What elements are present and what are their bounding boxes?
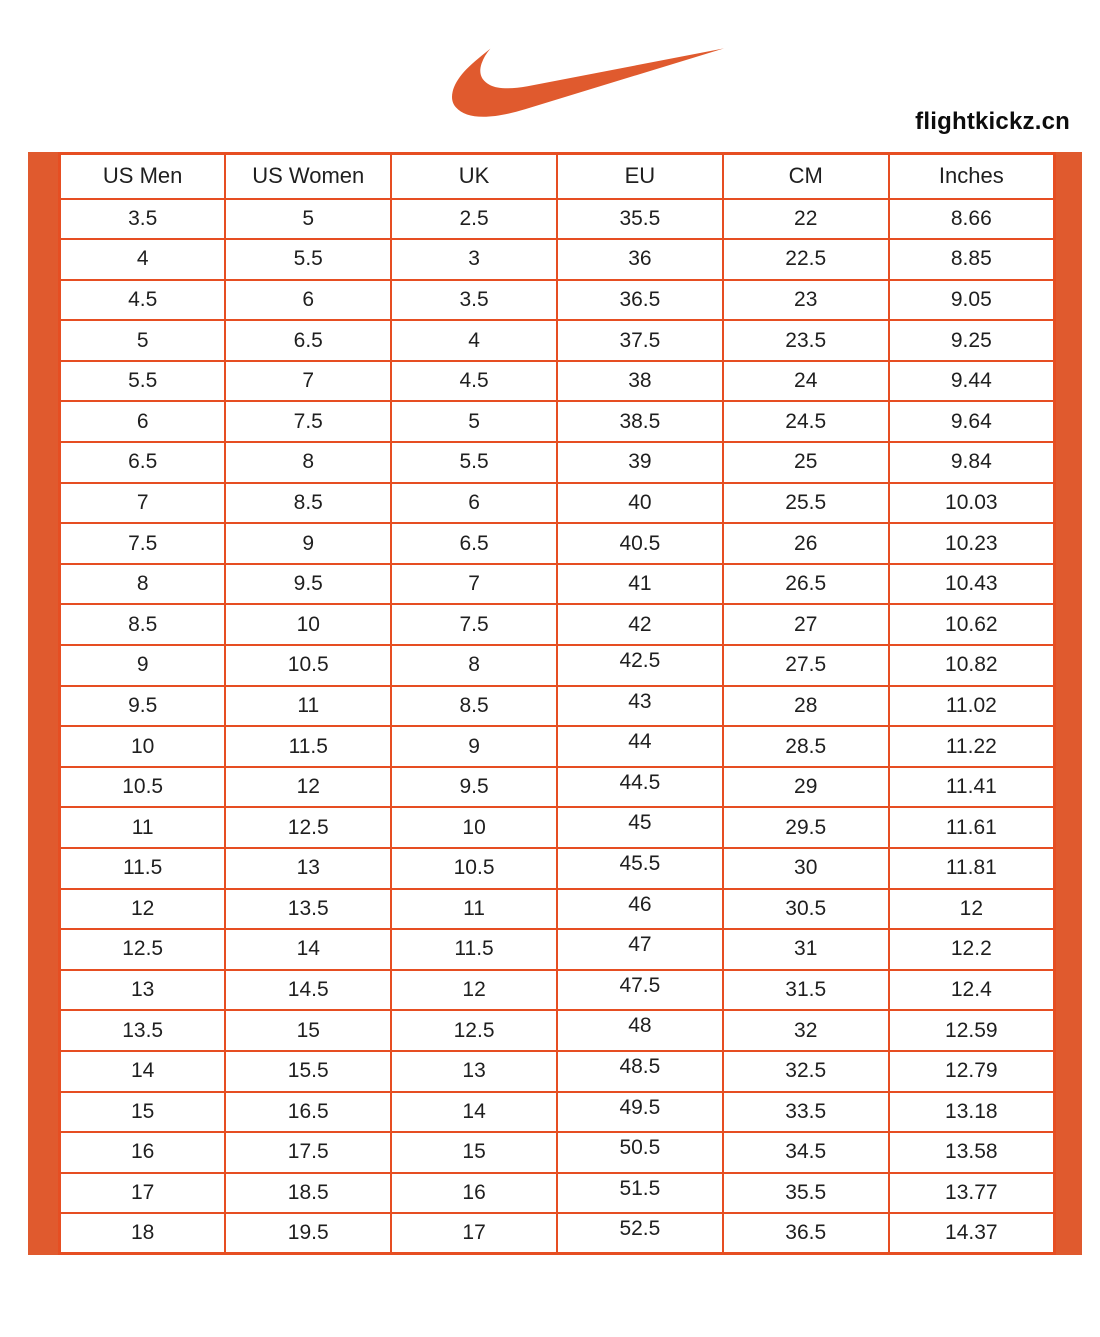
size-cell: 14.5	[225, 970, 391, 1011]
size-cell: 10.43	[889, 564, 1055, 605]
size-cell: 35.5	[723, 1173, 889, 1214]
size-cell: 11	[391, 889, 557, 930]
table-row	[60, 483, 1055, 524]
size-cell: 6.5	[60, 442, 226, 483]
size-cell: 26	[723, 523, 889, 564]
size-cell: 12.5	[225, 807, 391, 848]
size-cell: 10.82	[889, 645, 1055, 686]
size-cell: 12.59	[889, 1010, 1055, 1051]
table-row	[60, 1132, 1055, 1173]
table-row	[60, 401, 1055, 442]
size-cell: 11.5	[60, 848, 226, 889]
size-cell: 13.58	[889, 1132, 1055, 1173]
size-cell: 17.5	[225, 1132, 391, 1173]
table-row	[60, 604, 1055, 645]
size-cell: 5	[225, 199, 391, 240]
size-cell: 16	[391, 1173, 557, 1214]
size-cell: 37.5	[557, 320, 723, 361]
left-accent-bar	[28, 152, 58, 1255]
size-cell: 50.5	[557, 1132, 723, 1173]
size-cell: 14.37	[889, 1213, 1055, 1254]
size-cell: 11.02	[889, 686, 1055, 727]
size-cell: 29.5	[723, 807, 889, 848]
size-cell: 49.5	[557, 1092, 723, 1133]
size-cell: 10	[391, 807, 557, 848]
size-cell: 19.5	[225, 1213, 391, 1254]
size-cell: 13.18	[889, 1092, 1055, 1133]
size-cell: 6.5	[391, 523, 557, 564]
table-row	[60, 361, 1055, 402]
size-cell: 16	[60, 1132, 226, 1173]
size-cell: 6	[60, 401, 226, 442]
size-cell: 40.5	[557, 523, 723, 564]
size-cell: 13	[60, 970, 226, 1011]
size-cell: 16.5	[225, 1092, 391, 1133]
size-cell: 9.5	[60, 686, 226, 727]
size-cell: 48	[557, 1010, 723, 1051]
size-cell: 14	[60, 1051, 226, 1092]
size-cell: 13	[391, 1051, 557, 1092]
size-cell: 13.5	[225, 889, 391, 930]
size-cell: 7	[391, 564, 557, 605]
size-cell: 42	[557, 604, 723, 645]
size-cell: 5.5	[225, 239, 391, 280]
nike-swoosh-icon	[452, 48, 724, 116]
size-cell: 11.5	[391, 929, 557, 970]
size-cell: 38	[557, 361, 723, 402]
size-cell: 43	[557, 686, 723, 727]
size-table-head	[60, 154, 1055, 199]
size-cell: 15.5	[225, 1051, 391, 1092]
size-cell: 30	[723, 848, 889, 889]
table-row	[60, 1173, 1055, 1214]
size-cell: 12	[889, 889, 1055, 930]
size-cell: 47	[557, 929, 723, 970]
table-row	[60, 807, 1055, 848]
size-cell: 5	[391, 401, 557, 442]
table-row	[60, 767, 1055, 808]
size-cell: 10.5	[391, 848, 557, 889]
size-cell: 24	[723, 361, 889, 402]
column-header: EU	[557, 154, 723, 199]
size-cell: 32.5	[723, 1051, 889, 1092]
size-cell: 9.05	[889, 280, 1055, 321]
size-cell: 44.5	[557, 767, 723, 808]
size-cell: 4	[60, 239, 226, 280]
size-cell: 39	[557, 442, 723, 483]
size-cell: 14	[391, 1092, 557, 1133]
size-cell: 8.5	[60, 604, 226, 645]
size-cell: 8	[225, 442, 391, 483]
nike-logo	[452, 26, 724, 118]
size-cell: 8.66	[889, 199, 1055, 240]
column-header: UK	[391, 154, 557, 199]
size-cell: 12.5	[391, 1010, 557, 1051]
size-cell: 36.5	[557, 280, 723, 321]
size-cell: 35.5	[557, 199, 723, 240]
table-row	[60, 442, 1055, 483]
size-cell: 6	[391, 483, 557, 524]
size-cell: 17	[60, 1173, 226, 1214]
size-cell: 36	[557, 239, 723, 280]
size-cell: 13	[225, 848, 391, 889]
size-cell: 8.5	[391, 686, 557, 727]
size-cell: 41	[557, 564, 723, 605]
size-cell: 32	[723, 1010, 889, 1051]
size-cell: 11.22	[889, 726, 1055, 767]
size-cell: 12.79	[889, 1051, 1055, 1092]
size-cell: 30.5	[723, 889, 889, 930]
size-cell: 9.5	[225, 564, 391, 605]
size-cell: 46	[557, 889, 723, 930]
size-cell: 11	[225, 686, 391, 727]
size-cell: 11.81	[889, 848, 1055, 889]
size-cell: 9.25	[889, 320, 1055, 361]
size-cell: 3	[391, 239, 557, 280]
size-cell: 13.77	[889, 1173, 1055, 1214]
table-row	[60, 1213, 1055, 1254]
size-cell: 33.5	[723, 1092, 889, 1133]
size-cell: 8.5	[225, 483, 391, 524]
table-row	[60, 848, 1055, 889]
size-table-body	[60, 199, 1055, 1254]
size-cell: 48.5	[557, 1051, 723, 1092]
table-row	[60, 320, 1055, 361]
page-header	[0, 0, 1100, 152]
table-row	[60, 199, 1055, 240]
table-row	[60, 1092, 1055, 1133]
size-cell: 31	[723, 929, 889, 970]
size-cell: 8	[60, 564, 226, 605]
size-cell: 18	[60, 1213, 226, 1254]
size-cell: 12	[391, 970, 557, 1011]
size-cell: 6	[225, 280, 391, 321]
size-cell: 3.5	[60, 199, 226, 240]
size-cell: 3.5	[391, 280, 557, 321]
table-row	[60, 889, 1055, 930]
size-cell: 25.5	[723, 483, 889, 524]
size-cell: 7.5	[225, 401, 391, 442]
size-cell: 12.4	[889, 970, 1055, 1011]
size-cell: 2.5	[391, 199, 557, 240]
size-cell: 34.5	[723, 1132, 889, 1173]
table-row	[60, 564, 1055, 605]
size-cell: 9.44	[889, 361, 1055, 402]
table-row	[60, 686, 1055, 727]
table-row	[60, 929, 1055, 970]
size-cell: 9	[60, 645, 226, 686]
size-conversion-table	[58, 152, 1056, 1255]
size-cell: 22	[723, 199, 889, 240]
size-cell: 27	[723, 604, 889, 645]
size-cell: 23.5	[723, 320, 889, 361]
size-cell: 10	[60, 726, 226, 767]
size-cell: 11	[60, 807, 226, 848]
size-cell: 10	[225, 604, 391, 645]
size-cell: 15	[60, 1092, 226, 1133]
size-cell: 7	[60, 483, 226, 524]
size-cell: 9.5	[391, 767, 557, 808]
table-row	[60, 645, 1055, 686]
table-row	[60, 239, 1055, 280]
right-accent-bar	[1056, 152, 1082, 1255]
size-cell: 7.5	[391, 604, 557, 645]
column-header: US Men	[60, 154, 226, 199]
size-cell: 12.5	[60, 929, 226, 970]
size-cell: 29	[723, 767, 889, 808]
table-row	[60, 523, 1055, 564]
size-cell: 47.5	[557, 970, 723, 1011]
column-header: US Women	[225, 154, 391, 199]
size-cell: 24.5	[723, 401, 889, 442]
size-cell: 12	[60, 889, 226, 930]
size-cell: 11.5	[225, 726, 391, 767]
size-cell: 38.5	[557, 401, 723, 442]
size-cell: 51.5	[557, 1173, 723, 1214]
size-cell: 15	[225, 1010, 391, 1051]
size-cell: 10.5	[60, 767, 226, 808]
size-cell: 6.5	[225, 320, 391, 361]
table-row	[60, 726, 1055, 767]
size-cell: 27.5	[723, 645, 889, 686]
size-cell: 10.5	[225, 645, 391, 686]
column-header: CM	[723, 154, 889, 199]
column-header: Inches	[889, 154, 1055, 199]
size-cell: 11.61	[889, 807, 1055, 848]
size-cell: 7.5	[60, 523, 226, 564]
size-cell: 13.5	[60, 1010, 226, 1051]
size-cell: 12	[225, 767, 391, 808]
size-cell: 7	[225, 361, 391, 402]
size-cell: 42.5	[557, 645, 723, 686]
size-cell: 52.5	[557, 1213, 723, 1254]
size-cell: 44	[557, 726, 723, 767]
size-cell: 4.5	[391, 361, 557, 402]
size-cell: 23	[723, 280, 889, 321]
size-chart-block	[28, 152, 1082, 1255]
size-cell: 5.5	[391, 442, 557, 483]
size-cell: 9	[225, 523, 391, 564]
size-cell: 28.5	[723, 726, 889, 767]
size-cell: 10.03	[889, 483, 1055, 524]
size-cell: 40	[557, 483, 723, 524]
header-row	[60, 154, 1055, 199]
size-cell: 17	[391, 1213, 557, 1254]
size-cell: 8.85	[889, 239, 1055, 280]
size-cell: 18.5	[225, 1173, 391, 1214]
size-cell: 10.62	[889, 604, 1055, 645]
size-cell: 45	[557, 807, 723, 848]
size-cell: 5.5	[60, 361, 226, 402]
size-cell: 4	[391, 320, 557, 361]
table-row	[60, 1051, 1055, 1092]
size-cell: 22.5	[723, 239, 889, 280]
size-cell: 9.84	[889, 442, 1055, 483]
table-row	[60, 280, 1055, 321]
size-cell: 15	[391, 1132, 557, 1173]
size-cell: 36.5	[723, 1213, 889, 1254]
size-cell: 9	[391, 726, 557, 767]
size-cell: 4.5	[60, 280, 226, 321]
size-cell: 14	[225, 929, 391, 970]
size-cell: 12.2	[889, 929, 1055, 970]
size-cell: 11.41	[889, 767, 1055, 808]
size-cell: 31.5	[723, 970, 889, 1011]
size-cell: 5	[60, 320, 226, 361]
table-row	[60, 1010, 1055, 1051]
size-cell: 45.5	[557, 848, 723, 889]
table-row	[60, 970, 1055, 1011]
size-cell: 8	[391, 645, 557, 686]
size-cell: 10.23	[889, 523, 1055, 564]
size-cell: 9.64	[889, 401, 1055, 442]
size-cell: 25	[723, 442, 889, 483]
size-cell: 28	[723, 686, 889, 727]
site-watermark: flightkickz.cn	[915, 108, 1070, 135]
size-cell: 26.5	[723, 564, 889, 605]
